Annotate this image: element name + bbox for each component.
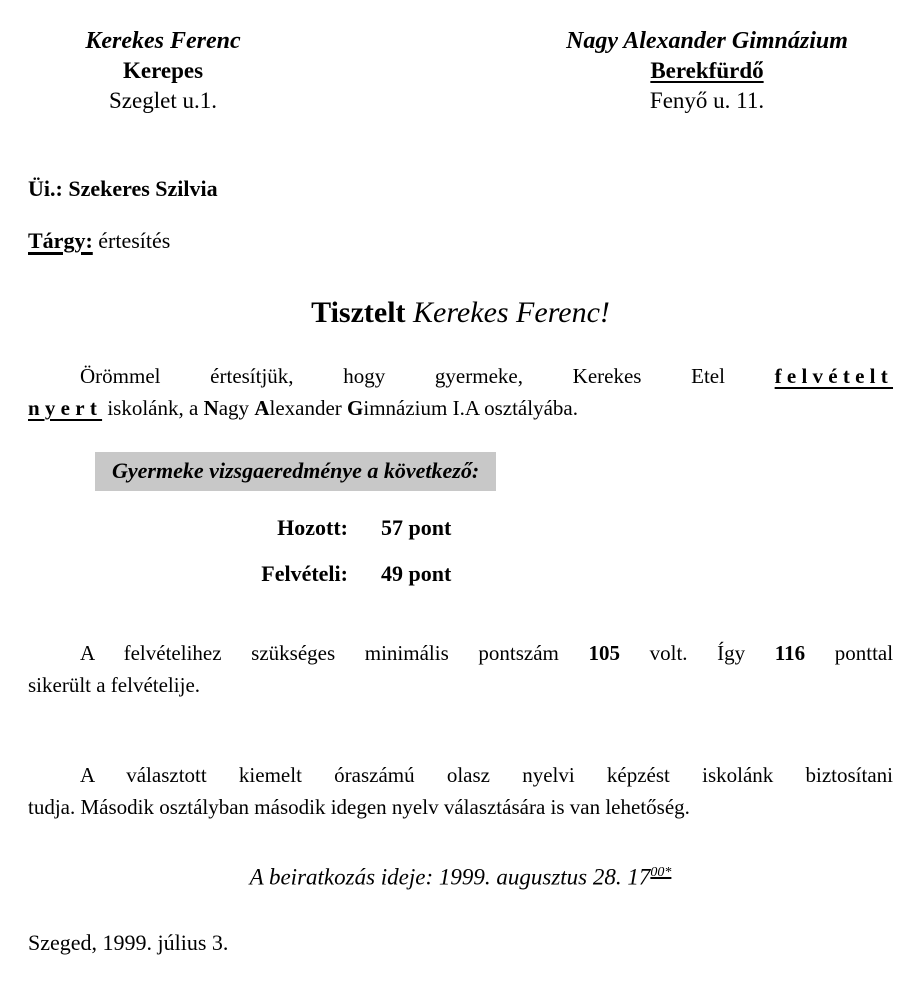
salutation-name: Kerekes Ferenc! <box>413 296 610 329</box>
school-initial-g: G <box>347 396 364 420</box>
closing-date: Szeged, 1999. július 3. <box>28 929 229 955</box>
admission-text-3: I.A osztályába. <box>452 396 578 420</box>
enrollment-line <box>28 859 893 892</box>
salutation-prefix: Tisztelt <box>311 296 406 329</box>
achieved-points: 116 <box>774 641 806 665</box>
admission-line-1 <box>28 360 893 392</box>
language-paragraph <box>28 759 893 823</box>
recipient-name: Kerekes Ferenc <box>85 28 241 54</box>
recipient-block <box>28 26 298 116</box>
score-row-hozott <box>28 515 893 541</box>
admission-text-2: iskolánk, a <box>107 396 199 420</box>
school-rest-a: lexander <box>269 396 342 420</box>
school-initial-n: N <box>203 396 219 420</box>
enrollment-text: A beiratkozás ideje: 1999. augusztus 28. 17 <box>249 864 651 890</box>
school-street: Fenyő u. 11. <box>649 88 765 113</box>
subject-value: értesítés <box>98 228 171 253</box>
handler-line <box>28 176 893 202</box>
subject-line <box>28 228 893 254</box>
handler-name: Szekeres Szilvia <box>68 176 218 201</box>
letterhead <box>28 26 893 116</box>
school-name-inline <box>204 396 448 420</box>
subject-label: Tárgy: <box>28 228 93 253</box>
minimum-line-2: sikerült a felvételije. <box>28 673 201 697</box>
school-block <box>521 26 893 116</box>
minimum-paragraph <box>28 637 893 701</box>
admission-paragraph <box>28 360 893 424</box>
score-row-felveteli <box>28 561 893 587</box>
minimum-points: 105 <box>588 641 620 665</box>
handler-label: Üi.: <box>28 176 63 201</box>
score-value: 57 pont <box>381 515 452 540</box>
language-line-2: tudja. Második osztályban második idegen nyelv választására is van lehetőség. <box>28 795 690 819</box>
admission-emphasis-1: felvételt <box>774 364 894 388</box>
admission-text-1: Örömmel értesítjük, hogy gyermeke, Kerekes Etel <box>80 364 725 388</box>
minimum-line-1 <box>28 637 893 669</box>
school-rest-g: imnázium <box>363 396 448 420</box>
recipient-city: Kerepes <box>122 58 204 83</box>
school-city: Berekfürdő <box>650 58 764 83</box>
results-heading-row <box>95 452 893 491</box>
score-value: 49 pont <box>381 561 452 586</box>
minimum-text-1: A felvételihez szükséges minimális pontszám <box>80 641 559 665</box>
enrollment-superscript: 00* <box>650 865 672 880</box>
score-label: Felvételi: <box>261 561 348 586</box>
score-label: Hozott: <box>277 515 348 540</box>
school-rest-n: agy <box>218 396 250 420</box>
recipient-street: Szeglet u.1. <box>109 88 217 113</box>
scores-block <box>28 515 893 587</box>
minimum-text-3: ponttal <box>834 641 894 665</box>
school-initial-a: A <box>254 396 270 420</box>
language-line-1: A választott kiemelt óraszámú olasz nyelvi képzést iskolánk biztosítani <box>80 763 893 787</box>
minimum-text-2: volt. Így <box>649 641 746 665</box>
admission-emphasis-2: nyert <box>28 396 103 420</box>
results-heading: Gyermeke vizsgaeredménye a következő: <box>95 452 496 491</box>
admission-line-2 <box>28 392 893 424</box>
salutation <box>28 294 893 332</box>
school-name: Nagy Alexander Gimnázium <box>566 28 848 54</box>
